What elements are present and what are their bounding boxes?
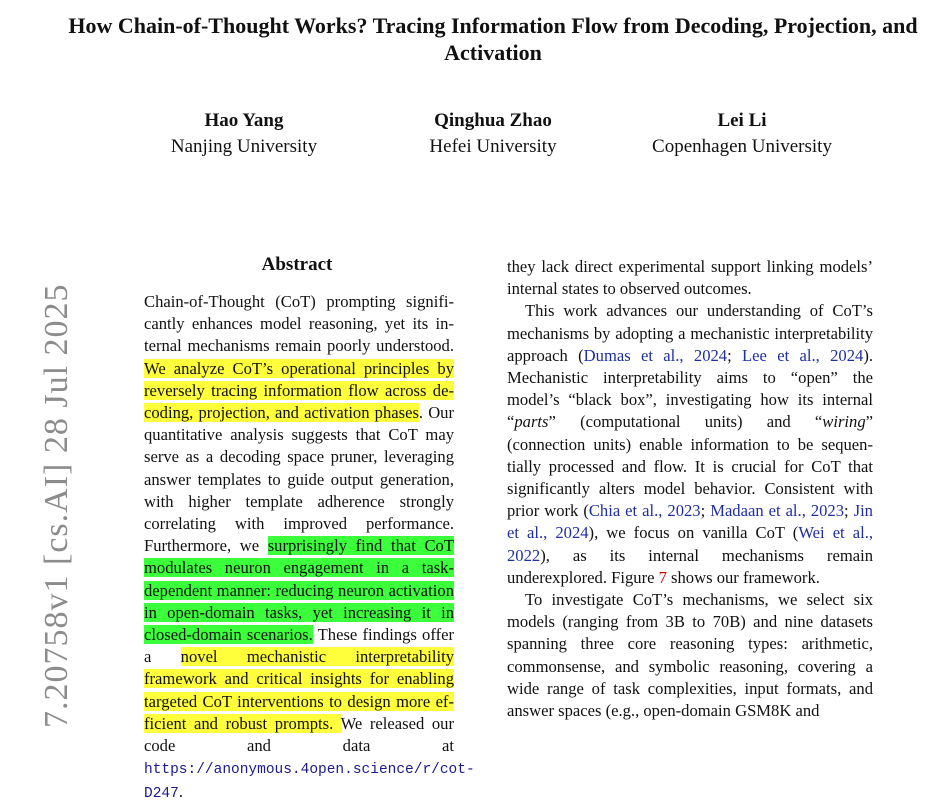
text: ” (computational units) and “ (548, 412, 823, 432)
arxiv-identifier: 7.20758v1 [cs.AI] 28 Jul 2025 (38, 283, 75, 728)
text: ” (connection units) enable information to be sequentially processed and flow. It is crucial for CoT that significantly alters model behavior. Consistent with prior work ( (507, 412, 873, 521)
author-affiliation: Hefei University (429, 136, 557, 157)
abstract-heading: Abstract (261, 254, 333, 275)
abstract-text: . Our quantitative analysis suggests that CoT may serve as a decoding space pruner, leveraging answer templates to guide output generation, with higher template adherence strongly correlating with improved performance. Furthermore, we (144, 403, 454, 556)
text: ; (844, 501, 854, 521)
author-block (632, 108, 852, 160)
abstract-text: These findings offer a (144, 625, 454, 667)
paragraph: To investigate CoT’s mechanisms, we select six models (ranging from 3B to 70B) and nine datasets spanning three core reasoning types: arithmetic, commonsense, and symbolic reasoning, covering a wide range of task complexities, input formats, and answer spaces (e.g., open-domain GSM8K and (507, 590, 873, 721)
citation-link[interactable]: Dumas et al., 2024 (583, 345, 728, 365)
author-name: Hao Yang (204, 110, 284, 131)
code-url-link[interactable]: https://anonymous.4open.science/r/cot-D247 (144, 762, 475, 803)
citation-link[interactable]: Lee et al., 2024 (742, 345, 864, 365)
figure-reference-link[interactable]: 7 (658, 567, 667, 587)
highlight-green: surprisingly find that CoT modulates neuron engagement in a task-dependent manner: reducing neuron activation in open-domain tasks, yet increasing it in closed-domain scenarios. (144, 536, 454, 645)
author-affiliation: Nanjing University (170, 136, 318, 157)
emphasis: wiring (822, 412, 866, 432)
highlight-yellow: We analyze CoT’s operational principles by reversely tracing information flow across decoding, projection, and activation phases (144, 358, 454, 423)
highlight-yellow: novel mechanistic interpretability framework and critical insights for enabling targeted CoT interventions to design more efficient and robust prompts. (144, 647, 454, 733)
author-block (134, 108, 354, 160)
citation-link[interactable]: Wei et al., 2022 (507, 523, 873, 565)
citation-link[interactable]: Jin et al., 2024 (507, 501, 873, 543)
text: ), we focus on vanilla CoT ( (588, 523, 799, 543)
paragraph (507, 300, 873, 589)
body-column (507, 256, 873, 722)
emphasis: parts (514, 412, 549, 432)
author-affiliation: Copenhagen University (652, 136, 832, 157)
author-name: Qinghua Zhao (434, 110, 552, 131)
citation-link[interactable]: Madaan et al., 2023 (710, 501, 845, 521)
abstract-text: We released our code and data at (144, 713, 454, 756)
author-block (383, 108, 603, 160)
text: shows our framework. (666, 567, 820, 587)
abstract-text: . (178, 782, 183, 802)
paper-title: How Chain-of-Thought Works? Tracing Information Flow from Decoding, Projection, and Activation (68, 13, 918, 65)
text: ; (700, 501, 711, 521)
text: This work advances our understanding of CoT’s mechanisms by adopting a mechanistic interpretability approach ( (507, 301, 873, 365)
paragraph: they lack direct experimental support linking models’ internal states to observed outcomes. (507, 257, 873, 299)
text: ; (727, 345, 743, 365)
text: ), as its internal mechanisms remain underexplored. Figure (507, 545, 873, 587)
text: ). Mechanistic interpretability aims to “open” the model’s “black box”, investigating how its internal “ (507, 345, 873, 432)
abstract-body (144, 291, 475, 806)
citation-link[interactable]: Chia et al., 2023 (588, 501, 701, 521)
author-name: Lei Li (717, 110, 767, 131)
abstract-text: Chain-of-Thought (CoT) prompting significantly enhances model reasoning, yet its internal mechanisms remain poorly understood. (144, 292, 454, 356)
